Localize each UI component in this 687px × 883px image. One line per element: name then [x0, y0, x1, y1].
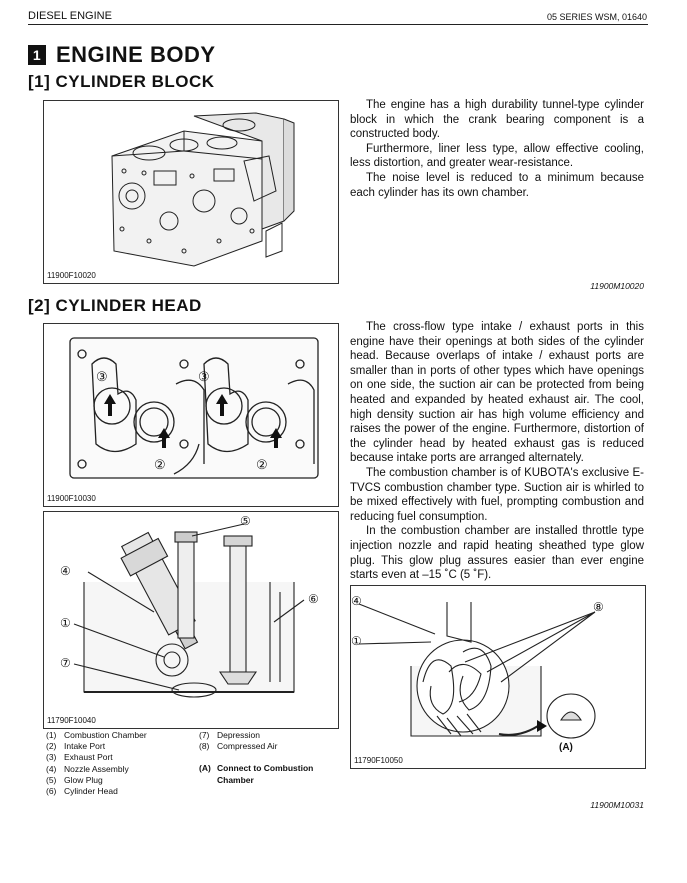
callout-3-right: ③	[198, 369, 210, 384]
header-manual-title: DIESEL ENGINE	[28, 10, 112, 22]
cylinder-head-heading: [2] CYLINDER HEAD	[28, 296, 202, 315]
callout-1: ①	[60, 616, 71, 630]
reference-code: 11900M10020	[590, 281, 644, 291]
label-a: (A)	[559, 742, 573, 753]
section-title-text: ENGINE BODY	[56, 42, 216, 67]
intake-exhaust-ports-figure	[43, 323, 339, 507]
header-manual-code: 05 SERIES WSM, 01640	[546, 12, 647, 22]
callout-3-left: ③	[96, 369, 108, 384]
legend-item: (2) Intake Port	[46, 741, 106, 752]
callout-1: ①	[351, 634, 362, 648]
swirl-figure	[350, 585, 646, 769]
ports-drawing	[44, 324, 338, 506]
figure-code: 11900F10030	[47, 494, 96, 503]
paragraph: The engine has a high durability tunnel-type cylinder block in which the crank bearing component is a constructed body.	[350, 99, 644, 141]
cylinder-block-drawing	[44, 101, 338, 283]
legend-item: Chamber	[217, 774, 254, 785]
figure-code: 11790F10050	[354, 756, 403, 765]
cylinder-block-figure	[43, 100, 339, 284]
legend-right-column	[199, 730, 339, 786]
legend-item: (6) Cylinder Head	[46, 786, 118, 797]
callout-2-left: ②	[154, 457, 166, 472]
header-divider	[28, 24, 648, 25]
section-title	[28, 42, 216, 68]
reference-code: 11900M10031	[590, 800, 644, 810]
legend-item: (7) Depression	[199, 730, 260, 740]
paragraph: The noise level is reduced to a minimum because each cylinder has its own chamber.	[350, 171, 644, 199]
callout-6: ⑥	[308, 592, 319, 606]
legend-item: (5) Glow Plug	[46, 774, 103, 785]
combustion-chamber-drawing	[44, 512, 338, 728]
paragraph: The combustion chamber is of KUBOTA's exclusive E-TVCS combustion chamber type. Suction air is whirled to be mixed effectively with fuel, prompting combustion and reducing fuel consumption.	[350, 466, 644, 523]
callout-2-right: ②	[256, 457, 268, 472]
paragraph: Furthermore, liner less type, allow effective cooling, less distortion, and greater wear-resistance.	[350, 142, 644, 170]
legend-item: (1) Combustion Chamber	[46, 730, 147, 740]
figure-code: 11900F10020	[47, 271, 96, 280]
legend-item: (3) Exhaust Port	[46, 752, 113, 763]
cylinder-head-text	[350, 320, 644, 583]
legend-item: (A) Connect to Combustion	[199, 763, 314, 774]
legend-spacer	[199, 752, 339, 763]
paragraph: In the combustion chamber are installed throttle type injection nozzle and rapid heating sheathed type glow plug. This glow plug assures easier than ever engine starts even at –15 ˚C (5 ˚F).	[350, 525, 644, 582]
section-number-badge: 1	[28, 45, 46, 65]
callout-4: ④	[351, 594, 362, 608]
callout-4: ④	[60, 564, 71, 578]
legend-item: (8) Compressed Air	[199, 741, 278, 752]
legend-item: (4) Nozzle Assembly	[46, 763, 129, 774]
combustion-chamber-figure	[43, 511, 339, 729]
callout-5: ⑤	[240, 514, 251, 528]
figure-code: 11790F10040	[47, 716, 96, 725]
callout-7: ⑦	[60, 656, 71, 670]
paragraph: The cross-flow type intake / exhaust ports in this engine have their openings at both sides of the cylinder head. Because overlaps of intake / exhaust ports are smaller than in ports of other types which have openings on one side, the suction air can be protected from being heated and expanded by heated exhaust air. The cool, high density suction air has high volume efficiency and raises the power of the engine. Furthermore, distortion of the cylinder head by heated exhaust gas is reduced because intake ports are arranged alternately.	[350, 321, 644, 465]
cylinder-block-heading: [1] CYLINDER BLOCK	[28, 72, 215, 91]
cylinder-block-text	[350, 98, 644, 200]
callout-8: ⑧	[593, 600, 604, 614]
legend-left-column	[46, 730, 196, 797]
